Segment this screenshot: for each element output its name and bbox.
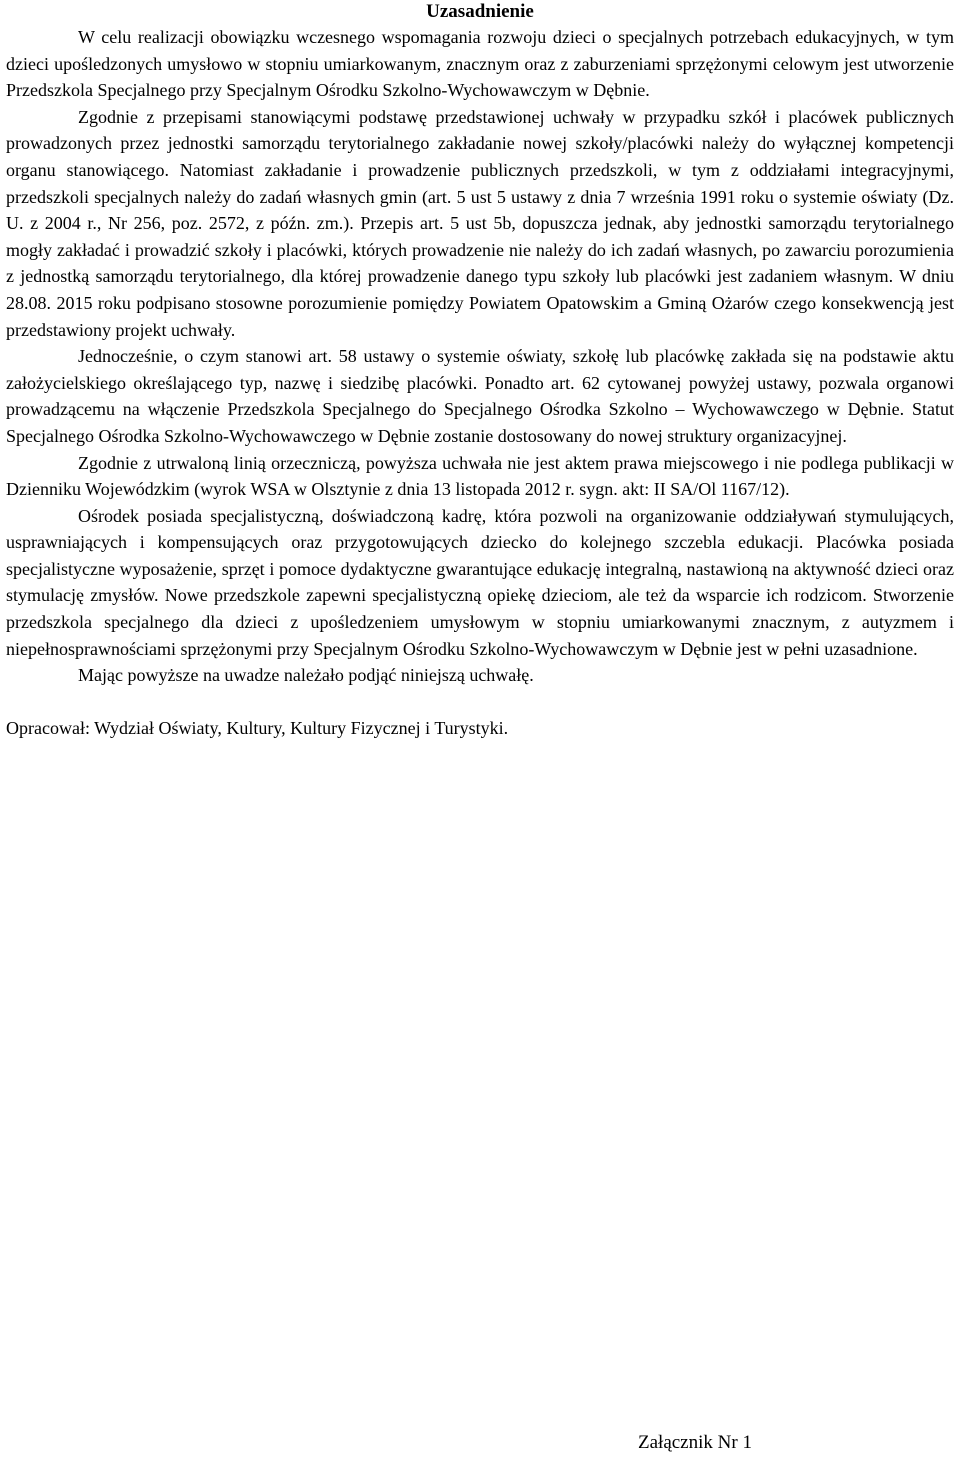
attachment-label: Załącznik Nr 1 [638,1432,752,1453]
blank-line [6,689,954,715]
prepared-by: Opracował: Wydział Oświaty, Kultury, Kultury Fizycznej i Turystyki. [6,717,509,738]
paragraph-purpose: W celu realizacji obowiązku wczesnego wspomagania rozwoju dzieci o specjalnych potrzebach edukacyjnych, w tym dzieci upośledzonych umysłowo w stopniu umiarkowanym, znacznym oraz z zaburzeniami sprzężonymi celowym jest utworzenie Przedszkola Specjalnego przy Specjalnym Ośrodku Szkolno-Wychowawczym w Dębnie. [6,27,954,101]
paragraph-founding-act: Jednocześnie, o czym stanowi art. 58 ustawy o systemie oświaty, szkołę lub placówkę zakłada się na podstawie aktu założycielskiego określającego typ, nazwę i siedzibę placówki. Ponadto art. 62 cytowanej powyżej ustawy, pozwala organowi prowadzącemu na włączenie Przedszkola Specjalnego do Specjalnego Ośrodka Szkolno – Wychowawczego w Dębnie. Statut Specjalnego Ośrodka Szkolno-Wychowawczego w Dębnie zostanie dostosowany do nowej struktury organizacyjnej. [6,346,954,446]
paragraph-legal-basis: Zgodnie z przepisami stanowiącymi podstawę przedstawionej uchwały w przypadku szkół i placówek publicznych prowadzonych przez jednostki samorządu terytorialnego zakładanie nowej szkoły/placówki należy do wyłącznej kompetencji organu stanowiącego. Natomiast zakładanie i prowadzenie publicznych przedszkoli, w tym z oddziałami integracyjnymi, przedszkoli specjalnych należy do zadań własnych gmin (art. 5 ust 5 ustawy z dnia 7 września 1991 roku o systemie oświaty (Dz. U. z 2004 r., Nr 256, poz. 2572, z późn. zm.). Przepis art. 5 ust 5b, dopuszcza jednak, aby jednostki samorządu terytorialnego mogły zakładać i prowadzić szkoły i placówki, których prowadzenie nie należy do ich zadań własnych, po zawarciu porozumienia z jednostką samorządu terytorialnego, dla której prowadzenie danego typu szkoły lub placówki jest zadaniem własnym. W dniu 28.08. 2015 roku podpisano stosowne porozumienie pomiędzy Powiatem Opatowskim a Gminą Ożarów czego konsekwencją jest przedstawiony projekt uchwały. [6,106,954,340]
paragraph-case-law: Zgodnie z utrwaloną linią orzeczniczą, powyższa uchwała nie jest aktem prawa miejscowego i nie podlega publikacji w Dzienniku Wojewódzkim (wyrok WSA w Olsztynie z dnia 13 listopada 2012 r. sygn. akt: II SA/Ol 1167/12). [6,452,954,500]
document-body [6,0,954,741]
paragraph-conclusion: Mając powyższe na uwadze należało podjąć niniejszą uchwałę. [78,665,534,686]
document-title: Uzasadnienie [426,1,534,22]
paragraph-staff-and-equipment: Ośrodek posiada specjalistyczną, doświadczoną kadrę, która pozwoli na organizowanie oddziaływań stymulujących, usprawniających i kompensujących oraz przygotowujących dziecko do kolejnego szczebla edukacji. Placówka posiada specjalistyczne wyposażenie, sprzęt i pomoce dydaktyczne gwarantujące edukację integralną, nastawioną na aktywność dzieci oraz stymulację zmysłów. Nowe przedszkole zapewni specjalistyczną opiekę dzieciom, ale też da wsparcie ich rodzicom. Stworzenie przedszkola specjalnego dla dzieci z upośledzeniem umysłowym w stopniu umiarkowanymi znacznym, z autyzmem i niepełnosprawnościami sprzężonymi przy Specjalnym Ośrodku Szkolno-Wychowawczym w Dębnie jest w pełni uzasadnione. [6,505,954,659]
